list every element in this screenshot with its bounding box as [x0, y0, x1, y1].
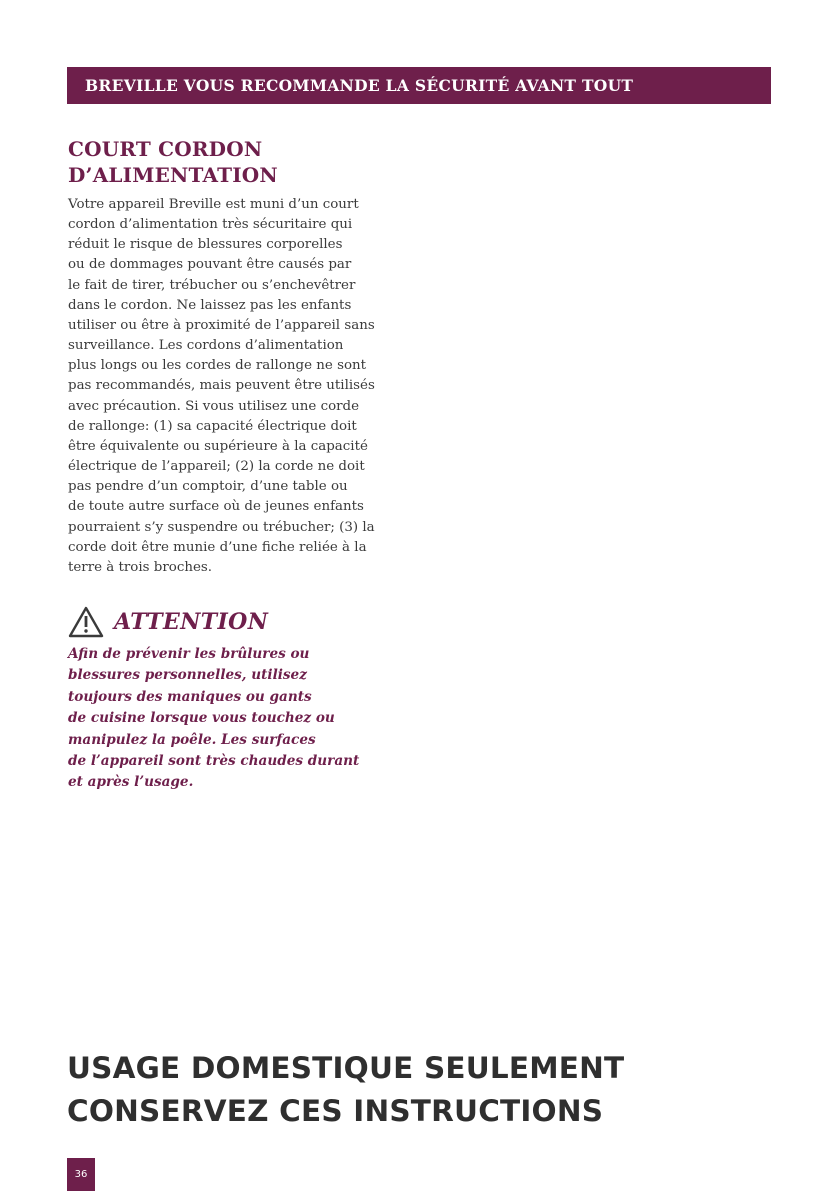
- body-line: utiliser ou être à proximité de l’appareil sans: [68, 317, 375, 333]
- body-line: cordon d’alimentation très sécuritaire qui: [68, 217, 353, 233]
- attention-line: de cuisine lorsque vous touchez ou: [68, 710, 335, 727]
- attention-line: toujours des maniques ou gants: [68, 688, 312, 705]
- body-line: pas recommandés, mais peuvent être utilisés: [68, 378, 375, 394]
- section-title: [68, 136, 428, 188]
- footer-title: [67, 1047, 787, 1133]
- attention-line: et après l’usage.: [68, 774, 194, 791]
- section-body: [68, 195, 418, 578]
- body-line: avec précaution. Si vous utilisez une corde: [68, 398, 360, 414]
- attention-line: de l’appareil sont très chaudes durant: [68, 753, 360, 770]
- footer-title-line: USAGE DOMESTIQUE SEULEMENT: [67, 1051, 625, 1085]
- body-line: réduit le risque de blessures corporelles: [68, 237, 343, 253]
- attention-line: blessures personnelles, utilisez: [68, 667, 307, 684]
- header-banner-text: BREVILLE VOUS RECOMMANDE LA SÉCURITÉ AVANT TOUT: [85, 76, 634, 95]
- body-line: Votre appareil Breville est muni d’un court: [68, 197, 359, 212]
- footer-title-line: CONSERVEZ CES INSTRUCTIONS: [67, 1094, 604, 1128]
- attention-heading: [68, 604, 268, 640]
- body-line: dans le cordon. Ne laissez pas les enfants: [68, 297, 352, 313]
- body-line: pas pendre d’un comptoir, d’une table ou: [68, 479, 348, 495]
- body-line: être équivalente ou supérieure à la capacité: [68, 438, 368, 454]
- body-line: pourraient s’y suspendre ou trébucher; (3) la: [68, 519, 375, 535]
- body-line: électrique de l’appareil; (2) la corde ne doit: [68, 459, 365, 475]
- body-line: ou de dommages pouvant être causés par: [68, 257, 352, 273]
- body-line: le fait de tirer, trébucher ou s’enchevêtrer: [68, 277, 356, 293]
- section-title-line: COURT CORDON: [68, 137, 263, 161]
- page-number: [67, 1158, 95, 1191]
- attention-line: manipulez la poêle. Les surfaces: [68, 731, 316, 748]
- attention-label: ATTENTION: [114, 609, 269, 635]
- body-line: de toute autre surface où de jeunes enfants: [68, 499, 364, 515]
- body-line: terre à trois broches.: [68, 559, 212, 575]
- body-line: surveillance. Les cordons d’alimentation: [68, 338, 344, 354]
- header-banner: [67, 67, 771, 104]
- body-line: de rallonge: (1) sa capacité électrique doit: [68, 418, 357, 434]
- body-line: plus longs ou les cordes de rallonge ne sont: [68, 358, 367, 374]
- attention-line: Afin de prévenir les brûlures ou: [68, 646, 310, 662]
- warning-triangle-icon: [68, 605, 104, 639]
- page-number-text: 36: [74, 1169, 88, 1180]
- attention-text: [68, 644, 408, 794]
- section-title-line: D’ALIMENTATION: [68, 163, 278, 187]
- body-line: corde doit être munie d’une fiche reliée à la: [68, 539, 367, 555]
